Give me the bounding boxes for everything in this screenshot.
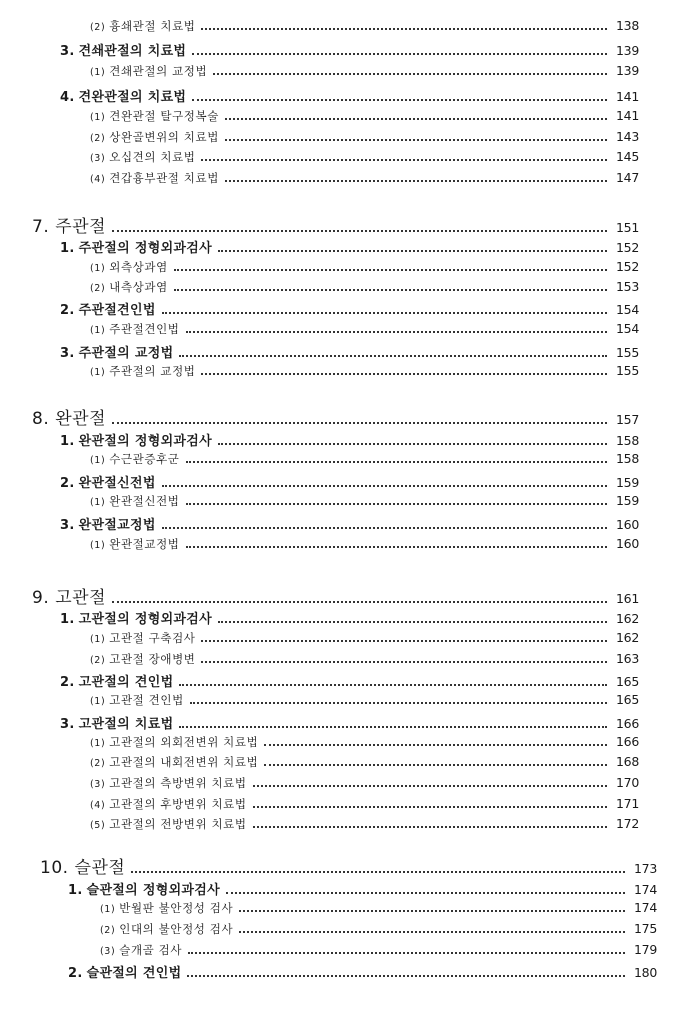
- entry-number: (1): [90, 263, 106, 274]
- chapter-title: 주관절: [55, 217, 107, 237]
- toc-entry[interactable]: [60, 608, 639, 627]
- entry-number: (2): [100, 925, 116, 936]
- entry-number: (1): [90, 67, 106, 78]
- dot-leader: [186, 330, 607, 333]
- page-number: 161: [616, 591, 639, 606]
- dot-leader: [253, 805, 607, 808]
- chapter-title: 완관절: [55, 409, 107, 429]
- entry-number: (1): [100, 904, 116, 915]
- page-number: 166: [616, 734, 639, 749]
- page-number: 139: [616, 43, 639, 58]
- entry-number: (2): [90, 655, 106, 666]
- entry-title: 고관절의 후방변위 치료법: [109, 797, 247, 811]
- page-number: 173: [634, 861, 657, 876]
- page-number: 158: [616, 451, 639, 466]
- entry-title: 고관절 견인법: [109, 693, 184, 707]
- page-number: 143: [616, 129, 639, 144]
- entry-number: 1.: [60, 612, 75, 627]
- dot-leader: [190, 701, 607, 704]
- dot-leader: [188, 951, 625, 954]
- page-number: 160: [616, 517, 639, 532]
- entry-title: 고관절의 정형외과검사: [78, 612, 212, 627]
- entry-number: (1): [90, 367, 106, 378]
- toc-entry[interactable]: [100, 942, 657, 958]
- entry-title: 반월판 불안정성 검사: [119, 901, 234, 915]
- page-number: 141: [616, 89, 639, 104]
- dot-leader: [174, 268, 607, 271]
- toc-entry[interactable]: [60, 40, 639, 59]
- toc-entry[interactable]: [90, 259, 639, 275]
- page-number: 180: [634, 965, 657, 980]
- entry-number: 2.: [60, 303, 75, 318]
- entry-number: (1): [90, 634, 106, 645]
- entry-title: 고관절의 측방변위 치료법: [109, 776, 247, 790]
- entry-number: 1.: [60, 241, 75, 256]
- toc-entry[interactable]: [68, 962, 657, 981]
- page-number: 168: [616, 754, 639, 769]
- page-number: 159: [616, 475, 639, 490]
- toc-chapter[interactable]: [40, 853, 657, 878]
- toc-entry[interactable]: [90, 129, 639, 145]
- entry-title: 고관절의 견인법: [78, 675, 174, 690]
- toc-entry[interactable]: [60, 514, 639, 533]
- chapter-title: 슬관절: [74, 858, 126, 878]
- entry-number: 2.: [68, 966, 83, 981]
- entry-number: (3): [90, 779, 106, 790]
- dot-leader: [186, 502, 607, 505]
- entry-number: (2): [90, 22, 106, 33]
- entry-number: 3.: [60, 346, 75, 361]
- page-number: 147: [616, 170, 639, 185]
- toc-entry[interactable]: [90, 451, 639, 467]
- page-number: 174: [634, 900, 657, 915]
- toc-entry[interactable]: [90, 816, 639, 832]
- entry-title: 내측상과염: [109, 280, 168, 294]
- dot-leader: [201, 639, 607, 642]
- page-number: 152: [616, 259, 639, 274]
- dot-leader: [162, 526, 607, 529]
- toc-chapter[interactable]: [32, 212, 639, 237]
- page-number: 159: [616, 493, 639, 508]
- page-number: 145: [616, 149, 639, 164]
- entry-title: 주관절의 교정법: [78, 346, 174, 361]
- dot-leader: [253, 784, 607, 787]
- entry-number: (2): [90, 133, 106, 144]
- dot-leader: [192, 98, 607, 101]
- entry-number: 3.: [60, 518, 75, 533]
- page-number: 166: [616, 716, 639, 731]
- dot-leader: [187, 974, 625, 977]
- entry-number: 1.: [68, 883, 83, 898]
- entry-number: 1.: [60, 434, 75, 449]
- entry-title: 고관절의 치료법: [78, 717, 174, 732]
- page-number: 165: [616, 674, 639, 689]
- dot-leader: [218, 249, 607, 252]
- dot-leader: [264, 763, 607, 766]
- toc-entry[interactable]: [90, 536, 639, 552]
- dot-leader: [112, 600, 607, 603]
- page-number: 165: [616, 692, 639, 707]
- dot-leader: [225, 138, 607, 141]
- entry-title: 고관절 구축검사: [109, 631, 196, 645]
- entry-number: (1): [90, 112, 106, 123]
- page-number: 141: [616, 108, 639, 123]
- dot-leader: [253, 825, 607, 828]
- entry-number: 4.: [60, 90, 75, 105]
- toc-entry[interactable]: [60, 342, 639, 361]
- entry-number: (4): [90, 174, 106, 185]
- entry-number: 3.: [60, 717, 75, 732]
- entry-title: 고관절 장애병변: [109, 652, 196, 666]
- page-number: 157: [616, 412, 639, 427]
- entry-number: (3): [90, 153, 106, 164]
- chapter-number: 10.: [40, 858, 69, 878]
- dot-leader: [179, 683, 607, 686]
- entry-number: (2): [90, 758, 106, 769]
- entry-title: 완관절교정법: [109, 537, 180, 551]
- page-number: 160: [616, 536, 639, 551]
- dot-leader: [239, 930, 625, 933]
- toc-entry[interactable]: [90, 18, 639, 34]
- entry-number: (1): [90, 455, 106, 466]
- entry-title: 오십견의 치료법: [109, 150, 196, 164]
- entry-title: 상완골변위의 치료법: [109, 130, 219, 144]
- toc-entry[interactable]: [90, 149, 639, 165]
- page-number: 163: [616, 651, 639, 666]
- dot-leader: [131, 870, 625, 873]
- chapter-number: 7.: [32, 217, 50, 237]
- entry-title: 고관절의 전방변위 치료법: [109, 817, 247, 831]
- toc-entry[interactable]: [60, 671, 639, 690]
- toc-entry[interactable]: [90, 651, 639, 667]
- toc-entry[interactable]: [90, 321, 639, 337]
- entry-title: 견쇄관절의 교정법: [109, 64, 208, 78]
- toc-entry[interactable]: [90, 692, 639, 708]
- entry-title: 완관절신전법: [109, 494, 180, 508]
- entry-title: 외측상과염: [109, 260, 168, 274]
- page-number: 171: [616, 796, 639, 811]
- page-number: 162: [616, 611, 639, 626]
- entry-title: 완관절신전법: [78, 476, 156, 491]
- toc-entry[interactable]: [60, 86, 639, 105]
- dot-leader: [192, 52, 607, 55]
- toc-entry[interactable]: [90, 63, 639, 79]
- page-number: 155: [616, 363, 639, 378]
- page-number: 162: [616, 630, 639, 645]
- dot-leader: [112, 229, 607, 232]
- entry-title: 주관절견인법: [109, 322, 180, 336]
- entry-title: 완관절교정법: [78, 518, 156, 533]
- toc-entry[interactable]: [90, 754, 639, 770]
- entry-number: (3): [100, 946, 116, 957]
- toc-entry[interactable]: [90, 734, 639, 750]
- toc-chapter[interactable]: [32, 583, 639, 608]
- page-number: 170: [616, 775, 639, 790]
- toc-entry[interactable]: [90, 279, 639, 295]
- entry-title: 주관절의 교정법: [109, 364, 196, 378]
- entry-number: (4): [90, 800, 106, 811]
- dot-leader: [264, 743, 607, 746]
- dot-leader: [186, 545, 607, 548]
- entry-title: 수근관증후군: [109, 452, 180, 466]
- toc-entry[interactable]: [60, 713, 639, 732]
- entry-number: (1): [90, 738, 106, 749]
- toc-entry[interactable]: [90, 170, 639, 186]
- toc-chapter[interactable]: [32, 404, 639, 429]
- entry-number: 2.: [60, 476, 75, 491]
- dot-leader: [112, 421, 607, 424]
- entry-title: 완관절의 정형외과검사: [78, 434, 212, 449]
- page-number: 151: [616, 220, 639, 235]
- dot-leader: [225, 117, 607, 120]
- toc-entry[interactable]: [90, 796, 639, 812]
- dot-leader: [218, 620, 607, 623]
- dot-leader: [201, 27, 607, 30]
- entry-title: 인대의 불안정성 검사: [119, 922, 234, 936]
- dot-leader: [225, 179, 607, 182]
- dot-leader: [179, 725, 607, 728]
- entry-number: (1): [90, 696, 106, 707]
- toc-entry[interactable]: [90, 493, 639, 509]
- toc-entry[interactable]: [60, 299, 639, 318]
- toc-entry[interactable]: [68, 879, 657, 898]
- page-number: 138: [616, 18, 639, 33]
- entry-title: 흉쇄관절 치료법: [109, 19, 196, 33]
- dot-leader: [226, 891, 625, 894]
- entry-title: 견완관절의 치료법: [78, 90, 187, 105]
- dot-leader: [201, 372, 607, 375]
- page-number: 153: [616, 279, 639, 294]
- entry-number: 3.: [60, 44, 75, 59]
- entry-title: 고관절의 외회전변위 치료법: [109, 735, 259, 749]
- entry-number: (5): [90, 820, 106, 831]
- page-number: 154: [616, 321, 639, 336]
- dot-leader: [179, 354, 607, 357]
- chapter-number: 8.: [32, 409, 50, 429]
- page-number: 158: [616, 433, 639, 448]
- toc-entry[interactable]: [60, 237, 639, 256]
- dot-leader: [174, 288, 607, 291]
- toc-entry[interactable]: [90, 108, 639, 124]
- entry-title: 주관절의 정형외과검사: [78, 241, 212, 256]
- dot-leader: [218, 442, 607, 445]
- page-number: 174: [634, 882, 657, 897]
- entry-title: 슬개골 검사: [119, 943, 183, 957]
- entry-title: 고관절의 내회전변위 치료법: [109, 755, 259, 769]
- dot-leader: [213, 72, 607, 75]
- entry-title: 견완관절 탈구정복술: [109, 109, 219, 123]
- entry-number: (2): [90, 283, 106, 294]
- entry-title: 주관절견인법: [78, 303, 156, 318]
- page-number: 139: [616, 63, 639, 78]
- dot-leader: [162, 311, 607, 314]
- page-number: 175: [634, 921, 657, 936]
- page-number: 152: [616, 240, 639, 255]
- toc-entry[interactable]: [100, 921, 657, 937]
- page-number: 155: [616, 345, 639, 360]
- toc-entry[interactable]: [90, 630, 639, 646]
- dot-leader: [162, 484, 607, 487]
- toc-entry[interactable]: [90, 775, 639, 791]
- entry-title: 슬관절의 견인법: [86, 966, 182, 981]
- entry-number: (1): [90, 540, 106, 551]
- entry-number: 2.: [60, 675, 75, 690]
- page-number: 154: [616, 302, 639, 317]
- page-number: 172: [616, 816, 639, 831]
- entry-title: 슬관절의 정형외과검사: [86, 883, 220, 898]
- entry-number: (1): [90, 325, 106, 336]
- entry-title: 견쇄관절의 치료법: [78, 44, 187, 59]
- chapter-title: 고관절: [55, 588, 107, 608]
- entry-title: 견갑흉부관절 치료법: [109, 171, 219, 185]
- dot-leader: [239, 909, 625, 912]
- chapter-number: 9.: [32, 588, 50, 608]
- dot-leader: [186, 460, 607, 463]
- toc-entry[interactable]: [60, 430, 639, 449]
- toc-entry[interactable]: [100, 900, 657, 916]
- toc-entry[interactable]: [90, 363, 639, 379]
- dot-leader: [201, 660, 607, 663]
- page-number: 179: [634, 942, 657, 957]
- dot-leader: [201, 158, 607, 161]
- entry-number: (1): [90, 497, 106, 508]
- toc-entry[interactable]: [60, 472, 639, 491]
